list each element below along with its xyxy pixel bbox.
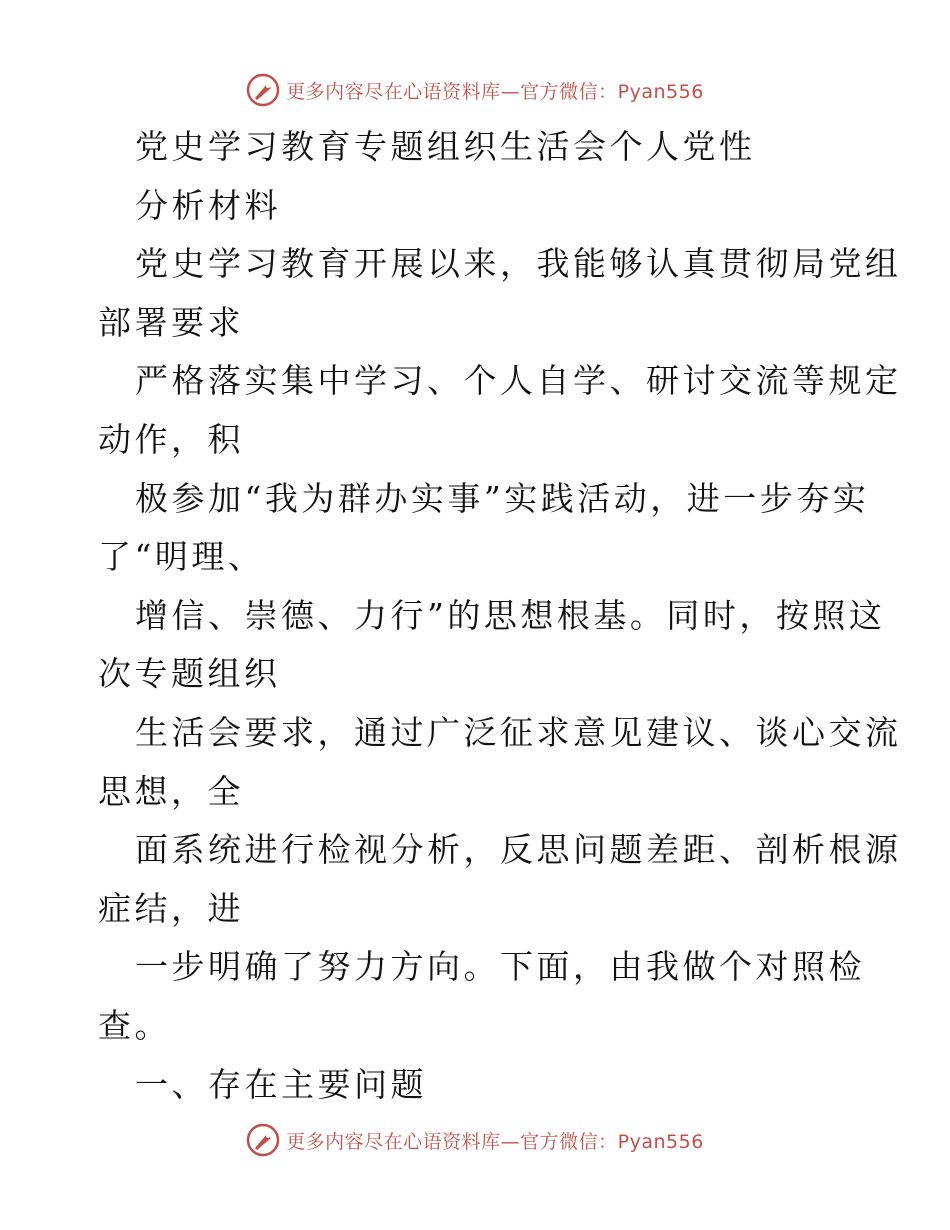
text-line: 症结，进 (98, 888, 244, 928)
text-line: 生活会要求，通过广泛征求意见建议、谈心交流 (135, 712, 902, 752)
document-body (98, 118, 902, 1114)
pen-nib-icon (246, 1123, 280, 1157)
header-banner (0, 70, 950, 110)
pen-nib-icon (246, 73, 280, 107)
text-line: 思想，全 (98, 771, 244, 811)
header-banner-text: 更多内容尽在心语资料库—官方微信：Pyan556 (286, 80, 704, 103)
text-line: 增信、崇德、力行”的思想根基。同时，按照这 (135, 595, 886, 635)
text-line: 动作，积 (98, 419, 244, 459)
text-line: 面系统进行检视分析，反思问题差距、剖析根源 (135, 830, 902, 870)
text-line: 查。 (98, 1005, 171, 1045)
text-line: 极参加“我为群办实事”实践活动，进一步夯实 (135, 478, 870, 518)
text-line: 次专题组织 (98, 654, 281, 694)
text-line: 了“明理、 (98, 537, 265, 577)
footer-banner (0, 1120, 950, 1160)
text-line: 部署要求 (98, 302, 244, 342)
text-line: 严格落实集中学习、个人自学、研讨交流等规定 (135, 361, 902, 401)
title-line-2: 分析材料 (135, 185, 281, 225)
title-line-1: 党史学习教育专题组织生活会个人党性 (135, 127, 756, 166)
text-line: 党史学习教育开展以来，我能够认真贯彻局党组 (135, 244, 902, 284)
section-heading: 一、存在主要问题 (135, 1064, 427, 1104)
footer-banner-text: 更多内容尽在心语资料库—官方微信：Pyan556 (286, 1130, 704, 1153)
text-line: 一步明确了努力方向。下面，由我做个对照检 (135, 947, 865, 987)
